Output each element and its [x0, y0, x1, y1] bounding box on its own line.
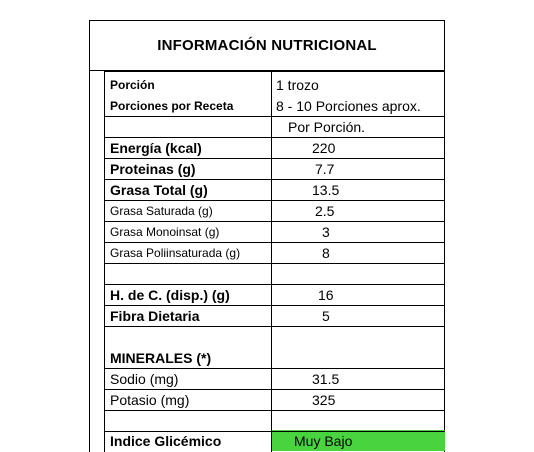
- sodium-value: 31.5: [312, 370, 340, 387]
- grid-line: [104, 410, 445, 411]
- minerals-header: MINERALES (*): [110, 349, 212, 366]
- row-saturated-fat: [104, 200, 444, 221]
- servings-value: 8 - 10 Porciones aprox.: [276, 97, 421, 114]
- row-minerals-header: [104, 347, 444, 368]
- row-total-fat: [104, 179, 444, 200]
- row-fiber: [104, 305, 444, 326]
- row-potassium: [104, 389, 444, 410]
- glycemic-value: Muy Bajo: [272, 430, 445, 451]
- grid-line: [104, 116, 445, 117]
- fiber-value: 5: [322, 307, 330, 324]
- grid-line: [104, 137, 445, 138]
- polyunsat-fat-value: 8: [322, 244, 330, 261]
- grid-top-line: [104, 71, 445, 72]
- row-carbs: [104, 284, 444, 305]
- row-portion: [104, 74, 444, 95]
- row-servings: [104, 95, 444, 116]
- row-glycemic: [104, 430, 444, 451]
- monounsat-fat-label: Grasa Monoinsat (g): [110, 224, 220, 239]
- grid-line: [104, 368, 445, 369]
- protein-value: 7.7: [315, 160, 335, 177]
- grid-line: [104, 431, 445, 432]
- total-fat-label: Grasa Total (g): [110, 181, 208, 198]
- servings-label: Porciones por Receta: [110, 98, 234, 113]
- carbs-value: 16: [318, 286, 334, 303]
- row-column-header: [104, 116, 444, 137]
- portion-value: 1 trozo: [276, 76, 319, 93]
- row-sodium: [104, 368, 444, 389]
- carbs-label: H. de C. (disp.) (g): [110, 286, 230, 303]
- grid-line: [104, 305, 445, 306]
- portion-label: Porción: [110, 77, 155, 92]
- row-polyunsat-fat: [104, 242, 444, 263]
- column-header: Por Porción.: [288, 118, 366, 135]
- grid-line: [104, 284, 445, 285]
- grid-line: [104, 179, 445, 180]
- grid-line: [104, 263, 445, 264]
- grid-line: [104, 326, 445, 327]
- row-monounsat-fat: [104, 221, 444, 242]
- grid-line: [104, 158, 445, 159]
- grid-line: [104, 242, 445, 243]
- energy-value: 220: [312, 139, 336, 156]
- grid-line: [104, 389, 445, 390]
- column-header-blank: [104, 116, 269, 137]
- table-title: INFORMACIÓN NUTRICIONAL: [90, 21, 444, 71]
- grid-line: [104, 200, 445, 201]
- total-fat-value: 13.5: [312, 181, 340, 198]
- glycemic-label: Indice Glicémico: [110, 432, 222, 449]
- saturated-fat-label: Grasa Saturada (g): [110, 203, 213, 218]
- grid-line: [104, 221, 445, 222]
- row-protein: [104, 158, 444, 179]
- sodium-label: Sodio (mg): [110, 370, 179, 387]
- potassium-label: Potasio (mg): [110, 391, 190, 408]
- row-energy: [104, 137, 444, 158]
- protein-label: Proteinas (g): [110, 160, 196, 177]
- potassium-value: 325: [312, 391, 336, 408]
- fiber-label: Fibra Dietaria: [110, 307, 200, 324]
- monounsat-fat-value: 3: [322, 223, 330, 240]
- saturated-fat-value: 2.5: [315, 202, 335, 219]
- energy-label: Energía (kcal): [110, 139, 202, 156]
- polyunsat-fat-label: Grasa Poliinsaturada (g): [110, 245, 241, 260]
